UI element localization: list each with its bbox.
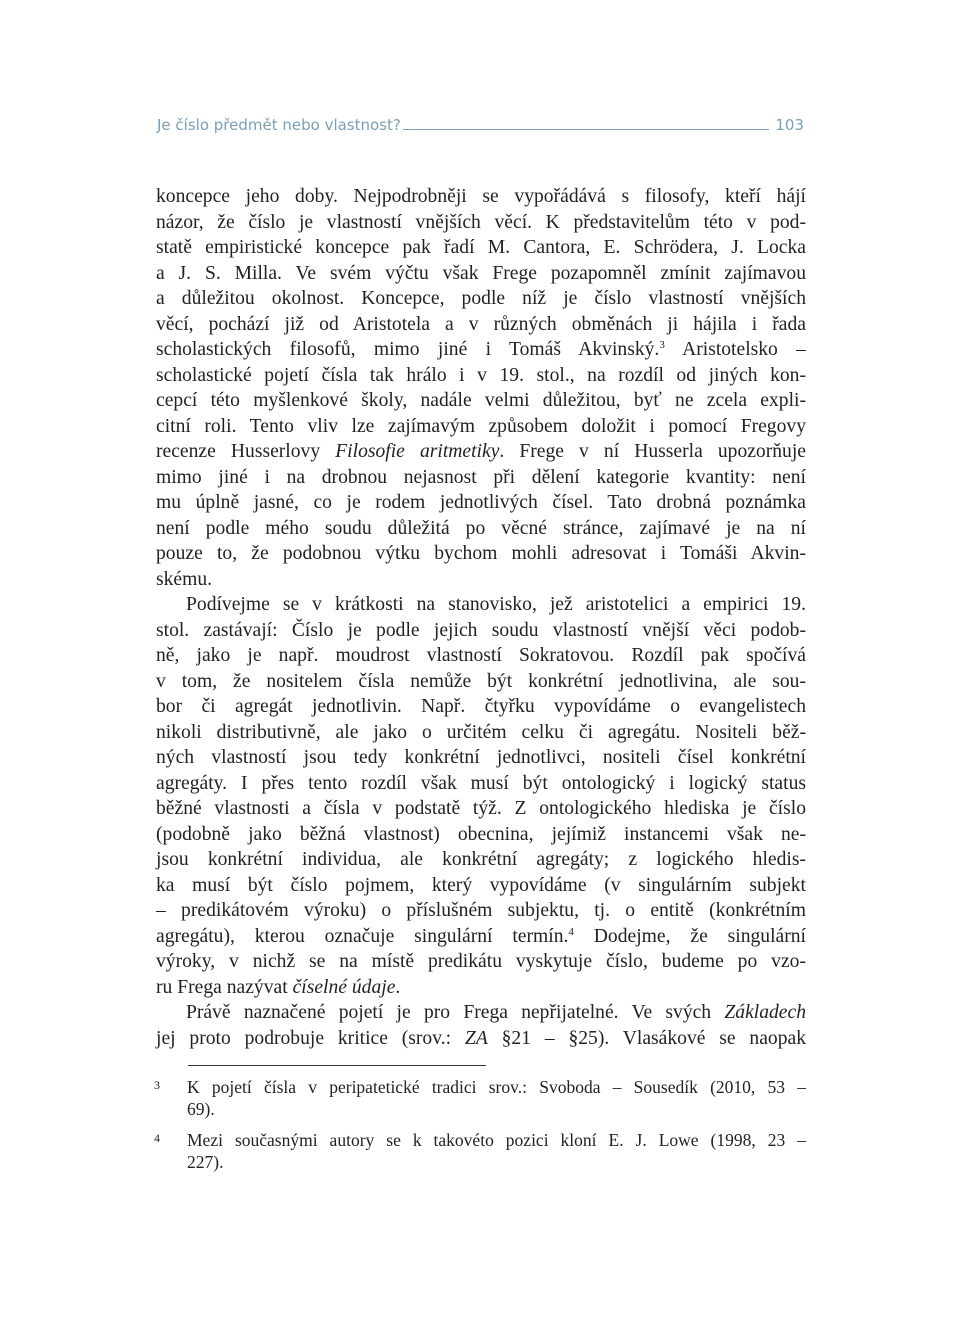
- body-line-text: Dodejme, že singulární: [573, 925, 806, 947]
- body-line: v tom, že nositelem čísla nemůže být konkrétní jednotlivina, ale sou-: [156, 670, 806, 692]
- body-line-text: scholastických filosofů, mimo jiné i Tomáš Akvinský.: [156, 339, 660, 360]
- body-line: pouze to, že podobnou výtku bychom mohli adresovat i Tomáši Akvin-: [156, 543, 806, 564]
- book-title-filosofie: Filosofie aritmetiky: [335, 441, 500, 462]
- body-line: nikoli distributivně, ale jako o určitém celku či agregátu. Nositeli běž-: [156, 721, 806, 743]
- abbreviation-za: ZA: [464, 1027, 488, 1049]
- body-line: bor či agregát jednotlivin. Např. čtyřku vypovídáme o evangelistech: [156, 696, 806, 717]
- footnote-ref-3[interactable]: 3: [659, 339, 665, 351]
- body-line: [156, 924, 806, 950]
- body-line: Podívejme se v krátkosti na stanovisko, jež aristotelici a empirici 19.: [186, 594, 806, 615]
- body-line-text: recenze Husserlovy: [156, 441, 321, 462]
- body-line: [156, 439, 806, 465]
- body-line: scholastické pojetí čísla tak hrálo i v 19. stol., na rozdíl od jiných kon-: [156, 364, 806, 386]
- body-line: věcí, pochází již od Aristotela a v různých obměnách ji hájila i řada: [156, 313, 806, 335]
- body-line-text: . Frege v ní Husserla upozorňuje: [499, 441, 806, 462]
- footnotes: [154, 1076, 806, 1182]
- body-line: skému.: [156, 568, 213, 590]
- running-title: Je číslo předmět nebo vlastnost?: [157, 116, 401, 134]
- page-number: 103: [775, 116, 804, 134]
- body-line-text: Aristotelsko –: [664, 339, 806, 360]
- body-line: cepcí této myšlenkové školy, nadále velmi důležitou, byť ne zcela expli-: [156, 390, 806, 411]
- body-line: ka musí být číslo pojmem, který vypovídáme (v singulárním subjekt: [156, 874, 806, 896]
- footnote-number: 4: [154, 1131, 160, 1145]
- italic-term-ciselne-udaje: číselné údaje: [292, 976, 396, 998]
- footnote-3: [154, 1076, 806, 1120]
- body-line: [156, 1026, 806, 1052]
- running-header: [157, 116, 804, 134]
- body-line: běžné vlastnosti a čísla v podstatě týž. Z ontologického hlediska je číslo: [156, 798, 806, 819]
- body-line-text: jej proto podrobuje kritice (srov.:: [156, 1027, 452, 1049]
- footnote-line: Mezi současnými autory se k takovéto pozici kloní E. J. Lowe (1998, 23 –: [187, 1130, 806, 1150]
- footnote-line: 227).: [187, 1152, 224, 1172]
- body-line: koncepce jeho doby. Nejpodrobněji se vypořádává s filosofy, kteří hájí: [156, 186, 806, 207]
- body-line: názor, že číslo je vlastností vnějších věcí. K představitelům této v pod-: [156, 211, 806, 233]
- body-line: stol. zastávají: Číslo je podle jejich soudu vlastností vnější věci podob-: [156, 619, 806, 641]
- body-line-text: §21 – §25). Vlasákové se naopak: [487, 1027, 807, 1049]
- body-line: ných vlastností jsou tedy konkrétní jednotlivci, nositeli čísel konkrétní: [156, 747, 806, 768]
- body-line: – predikátovém výroku) o příslušném subjektu, tj. o entitě (konkrétním: [156, 900, 806, 921]
- body-line: není podle mého soudu důležitá po věcné stránce, zajímavé je na ní: [156, 517, 806, 539]
- footnote-rule: [188, 1065, 486, 1066]
- body-line: jsou konkrétní individua, ale konkrétní agregáty; z logického hledis-: [156, 849, 806, 870]
- header-rule: [403, 129, 770, 130]
- body-line: výroky, v nichž se na místě predikátu vyskytuje číslo, budeme po vzo-: [156, 951, 806, 972]
- body-line-text: Právě naznačené pojetí je pro Frega nepřijatelné. Ve svých: [186, 1002, 712, 1023]
- body-line: a J. S. Milla. Ve svém výčtu však Frege pozapomněl zmínit zajímavou: [156, 262, 806, 284]
- book-title-zaklady: Základech: [724, 1002, 806, 1023]
- footnote-4: [154, 1129, 806, 1173]
- footnote-line: K pojetí čísla v peripatetické tradici srov.: Svoboda – Sousedík (2010, 53 –: [187, 1077, 806, 1097]
- body-line: agregáty. I přes tento rozdíl však musí být ontologický i logický status: [156, 772, 806, 794]
- body-line: statě empiristické koncepce pak řadí M. Cantora, E. Schrödera, J. Locka: [156, 237, 806, 258]
- body-line-text: ru Frega nazývat: [156, 976, 288, 998]
- footnote-number: 3: [154, 1078, 160, 1092]
- body-line: ně, jako je např. moudrost vlastností Sokratovou. Rozdíl pak spočívá: [156, 645, 806, 666]
- footnote-ref-4[interactable]: 4: [568, 925, 574, 938]
- body-line: [156, 975, 806, 1001]
- body-line: citní roli. Tento vliv lze zajímavým způsobem doložit i pomocí Fregovy: [156, 415, 806, 437]
- body-line: mu úplně jasné, co je rodem jednotlivých čísel. Tato drobná poznámka: [156, 492, 806, 513]
- body-line-text: .: [395, 976, 401, 998]
- body-line: a důležitou okolnost. Koncepce, podle níž je číslo vlastností vnějších: [156, 288, 806, 309]
- body-line: [156, 1000, 806, 1026]
- body-line: (podobně jako běžná vlastnost) obecnina, jejímiž instancemi však ne-: [156, 823, 806, 845]
- body-line-text: agregátu), kterou označuje singulární termín.: [156, 925, 569, 947]
- body-text: [156, 184, 806, 1051]
- body-line: mimo jiné i na drobnou nejasnost při dělení kategorie kvantity: není: [156, 466, 806, 488]
- footnote-line: 69).: [187, 1099, 215, 1119]
- body-line: [156, 337, 806, 363]
